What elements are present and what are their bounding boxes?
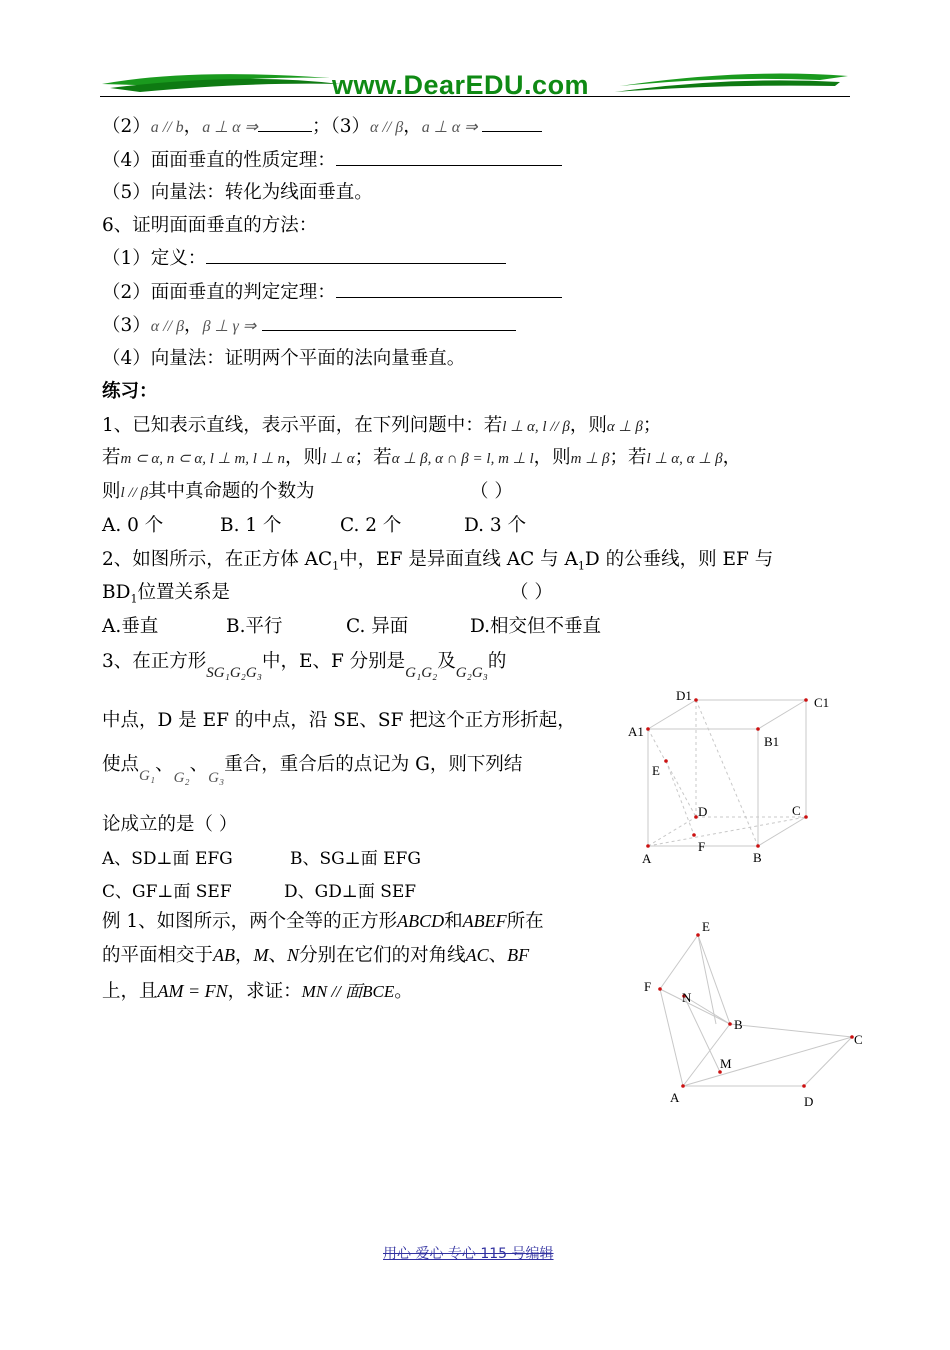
math-expr: l ⊥ α, l // β <box>502 419 570 435</box>
text-line-24 <box>102 941 529 967</box>
text: 、 <box>189 754 209 775</box>
math-expr: MN // 面BCE <box>301 982 395 1001</box>
text-line-12 <box>102 477 315 503</box>
label-b: B <box>734 1017 743 1032</box>
math-expr: a ⊥ α ⇒ <box>421 119 478 136</box>
text-line-14 <box>102 545 773 573</box>
text: 所在 <box>506 911 544 932</box>
math-expr: G₁ <box>139 768 156 784</box>
choice-c: C. 异面 <box>346 616 409 637</box>
text-line-8: （4）向量法：证明两个平面的法向量垂直。 <box>102 348 466 369</box>
answer-blank <box>336 279 562 298</box>
answer-blank <box>206 245 506 264</box>
diagonal-bd1 <box>696 700 758 846</box>
text: 及 <box>437 651 456 672</box>
label-f: F <box>644 979 652 994</box>
text: 、 <box>268 945 288 966</box>
text: 。 <box>394 981 413 1002</box>
choice-b: B.平行 <box>226 616 283 637</box>
site-logo-text: www.DearEDU.com <box>332 70 590 100</box>
point-e <box>696 933 700 937</box>
text: ；若 <box>609 447 647 468</box>
text: （4）面面垂直的性质定理： <box>102 150 336 171</box>
label-a: A <box>642 851 652 866</box>
point-c <box>804 815 808 819</box>
edge-b-c <box>730 1024 852 1037</box>
header-rule <box>100 96 850 97</box>
choice-a: A.垂直 <box>102 616 159 637</box>
answer-paren: （ ） <box>470 481 513 502</box>
label-f: F <box>698 839 706 854</box>
text: 位置关系是 <box>137 582 230 603</box>
choice-c: C. 2 个 <box>340 515 402 536</box>
text: D 的公垂线，则 EF 与 <box>584 549 774 570</box>
label-b1: B1 <box>764 734 780 749</box>
text: 中，E、F 分别是 <box>261 651 406 672</box>
text: 若 <box>102 447 121 468</box>
text: ， <box>183 116 203 137</box>
segment-ef <box>666 761 694 835</box>
subscript: 1 <box>130 592 138 606</box>
subscript: 1 <box>332 559 340 573</box>
text: 、 <box>488 945 508 966</box>
figure-two-squares-diagram <box>638 912 868 1112</box>
math-expr: a ⊥ α ⇒ <box>202 119 258 136</box>
point-b <box>756 844 760 848</box>
math-expr: G₁G₂ <box>405 665 438 681</box>
text: 、 <box>155 754 174 775</box>
figure-cube-diagram <box>620 684 840 869</box>
text: 重合，重合后的点记为 G，则下列结 <box>224 754 523 775</box>
math-expr: G₂G₃ <box>455 665 488 681</box>
math-expr: l // β <box>120 485 148 501</box>
math-expr: α ⊥ β <box>606 419 643 435</box>
text: 中，EF 是异面直线 AC 与 A <box>339 549 578 570</box>
label-a1: A1 <box>628 724 644 739</box>
text: 1、已知表示直线，表示平面，在下列问题中：若 <box>102 415 503 436</box>
math-expr: BF <box>507 945 530 965</box>
math-expr: l ⊥ α <box>322 451 355 467</box>
math-expr: N <box>287 945 300 965</box>
choice-a: A. 0 个 <box>102 515 164 536</box>
label-n: N <box>682 990 692 1005</box>
point-d1 <box>694 698 698 702</box>
text: 例 1、如图所示，两个全等的正方形 <box>102 911 398 932</box>
text-line-17 <box>102 647 507 681</box>
text: 则 <box>102 481 121 502</box>
text: BD <box>102 582 131 603</box>
math-expr: m ⊂ α, n ⊂ α, l ⊥ m, l ⊥ n <box>120 451 286 467</box>
math-expr: M <box>253 945 269 965</box>
answer-blank <box>336 147 562 166</box>
choice-b: B、SG⊥面 EFG <box>290 849 421 869</box>
text: （2）面面垂直的判定定理： <box>102 282 336 303</box>
math-expr: a // b <box>150 119 184 136</box>
text: ， <box>235 945 254 966</box>
point-e <box>664 759 668 763</box>
edge-a1-d1 <box>648 700 696 729</box>
text: 2、如图所示，在正方体 AC <box>102 549 333 570</box>
math-expr: AB <box>213 945 236 965</box>
math-expr: SG₁G₂G₃ <box>206 665 262 681</box>
math-expr: α // β <box>369 119 404 136</box>
text: 分别在它们的对角线 <box>299 945 466 966</box>
text: （1）定义： <box>102 248 207 269</box>
text: （2） <box>102 116 151 137</box>
point-b1 <box>756 727 760 731</box>
text: 的平面相交于 <box>102 945 214 966</box>
math-expr: G₃ <box>208 770 225 786</box>
text-line-20: 论成立的是（ ） <box>102 814 238 835</box>
text-line-25 <box>102 977 413 1003</box>
section-heading-exercise: 练习： <box>102 381 158 402</box>
answer-blank <box>262 312 516 331</box>
text: ，则 <box>533 447 571 468</box>
text-line-23 <box>102 907 544 933</box>
text: ；若 <box>354 447 392 468</box>
text: 使点 <box>102 754 140 775</box>
text-line-5 <box>102 244 506 270</box>
label-b: B <box>753 850 762 865</box>
math-expr: AM = FN <box>157 981 228 1001</box>
edge-b-c <box>758 817 806 846</box>
label-e: E <box>702 919 710 934</box>
edge-f-e <box>660 935 698 989</box>
math-expr: G₂ <box>173 770 190 786</box>
math-expr: ABCD <box>397 911 445 931</box>
text-line-4: 6、证明面面垂直的方法： <box>102 215 318 236</box>
math-expr: α // β <box>150 318 185 335</box>
math-expr: l ⊥ α, α ⊥ β <box>646 451 723 467</box>
text-line-1 <box>102 112 542 138</box>
text: 和 <box>444 911 463 932</box>
label-c: C <box>854 1032 863 1047</box>
label-c: C <box>792 803 801 818</box>
math-expr: m ⊥ β <box>570 451 610 467</box>
edge-e-b <box>698 935 716 1024</box>
point-d <box>802 1084 806 1088</box>
text: 3、在正方形 <box>102 651 207 672</box>
text: ，求证： <box>227 981 302 1002</box>
text: ， <box>722 447 742 468</box>
label-e: E <box>652 763 660 778</box>
text: ， <box>184 315 203 336</box>
answer-paren: （ ） <box>510 582 553 603</box>
text-line-7 <box>102 311 516 337</box>
point-a <box>646 844 650 848</box>
text-line-3: （5）向量法：转化为线面垂直。 <box>102 182 373 203</box>
label-d: D <box>804 1094 814 1109</box>
point-b <box>728 1022 732 1026</box>
label-m: M <box>720 1056 732 1071</box>
subscript: 1 <box>577 559 585 573</box>
point-a1 <box>646 727 650 731</box>
text-line-11 <box>102 443 741 469</box>
text: ；（3） <box>311 116 370 137</box>
text: ，则 <box>285 447 323 468</box>
choice-c: C、GF⊥面 SEF <box>102 882 232 902</box>
text-line-6 <box>102 278 562 304</box>
diagonal-ac <box>683 1037 852 1086</box>
point-f <box>658 987 662 991</box>
text-line-19 <box>102 750 523 786</box>
point-f <box>692 833 696 837</box>
text-line-2 <box>102 146 562 172</box>
text: 上，且 <box>102 981 158 1002</box>
math-expr: α ⊥ β, α ∩ β = l, m ⊥ l <box>391 451 534 467</box>
text: （3） <box>102 315 151 336</box>
choice-b: B. 1 个 <box>220 515 282 536</box>
point-a <box>681 1084 685 1088</box>
choice-d: D.相交但不垂直 <box>470 616 602 637</box>
text: 的 <box>487 651 507 672</box>
answer-blank <box>258 113 312 132</box>
label-d1: D1 <box>676 688 692 703</box>
edge-f-a <box>660 989 683 1086</box>
math-expr: ABEF <box>462 911 507 931</box>
choice-d: D、GD⊥面 SEF <box>284 882 417 902</box>
edge-b1-c1 <box>758 700 806 729</box>
text: ； <box>642 415 662 436</box>
text-line-15 <box>102 578 230 606</box>
text-line-10 <box>102 411 661 437</box>
answer-blank <box>482 113 542 132</box>
label-c1: C1 <box>814 695 830 710</box>
text: 其中真命题的个数为 <box>148 481 315 502</box>
footer-text: 用心 爱心 专心 115 号编辑 <box>383 1246 554 1262</box>
edge-a-b <box>683 1024 730 1086</box>
point-c1 <box>804 698 808 702</box>
text: ，则 <box>569 415 607 436</box>
text: ， <box>403 116 422 137</box>
math-expr: AC <box>465 945 489 965</box>
text-line-18: 中点，D 是 EF 的中点，沿 SE、SF 把这个正方形折起， <box>102 710 576 731</box>
label-a: A <box>670 1090 680 1105</box>
choice-d: D. 3 个 <box>464 515 527 536</box>
math-expr: β ⊥ γ ⇒ <box>202 318 257 335</box>
choice-a: A、SD⊥面 EFG <box>102 849 233 869</box>
label-d: D <box>698 804 708 819</box>
